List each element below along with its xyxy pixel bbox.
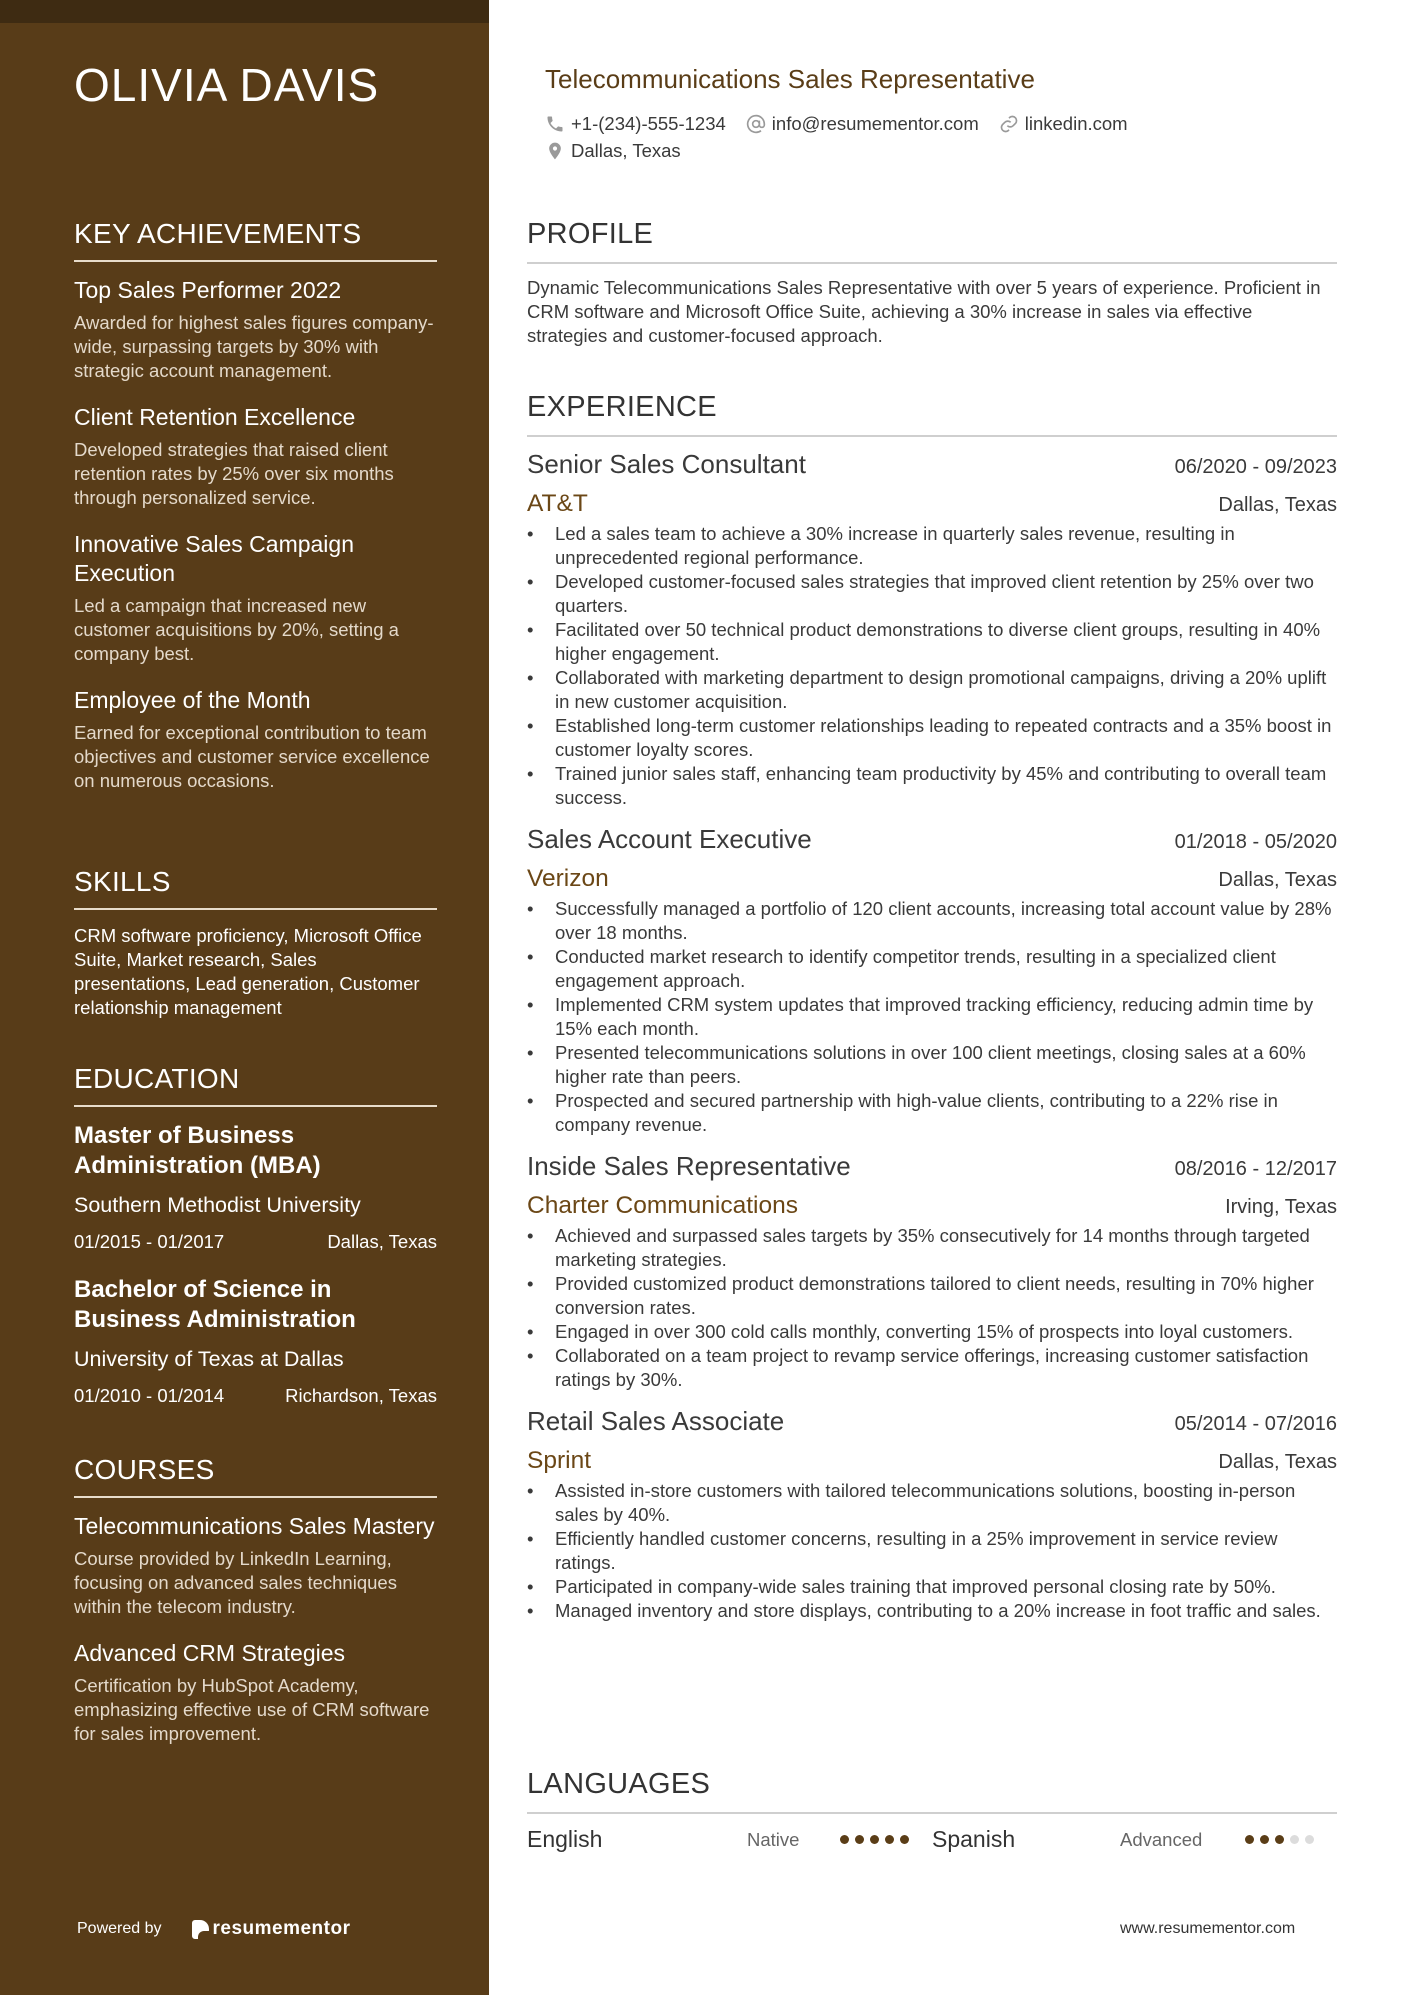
exp-bullets — [527, 522, 1337, 810]
bullet-item: • Established long-term customer relationships leading to repeated contracts and a 35% boost in customer loyalty scores. — [527, 714, 1337, 762]
contact-location — [545, 140, 681, 162]
bullet-item: • Successfully managed a portfolio of 120 client accounts, increasing total account value by 28% over 18 months. — [527, 897, 1337, 945]
exp-role: Retail Sales Associate — [527, 1406, 785, 1436]
profile-heading: PROFILE — [527, 218, 1337, 264]
exp-company: Sprint — [527, 1447, 592, 1474]
brand-logo[interactable] — [192, 1918, 351, 1940]
brand-mark-icon — [192, 1920, 209, 1939]
job-title: Telecommunications Sales Representative — [545, 64, 1035, 94]
skills-list: CRM software proficiency, Microsoft Office Suite, Market research, Sales presentations, Lead generation, Customer relationship management — [74, 925, 422, 1018]
edu-location: Dallas, Texas — [327, 1231, 437, 1252]
dot-filled — [855, 1835, 864, 1844]
email-text: info@resumementor.com — [771, 113, 979, 134]
bullet-item: • Collaborated with marketing department to design promotional campaigns, driving a 20% uplift in new customer acquisition. — [527, 666, 1337, 714]
profile-text: Dynamic Telecommunications Sales Representative with over 5 years of experience. Proficient in CRM software and Microsoft Office Suite, achieving a 30% increase in sales via effective strategies and customer-focused approach. — [527, 277, 1321, 346]
experience-heading: EXPERIENCE — [527, 391, 1337, 437]
achievement-title: Top Sales Performer 2022 — [74, 277, 342, 303]
education-item — [74, 1121, 437, 1253]
course-desc: Course provided by LinkedIn Learning, focusing on advanced sales techniques within the telecom industry. — [74, 1548, 397, 1617]
candidate-name: OLIVIA DAVIS — [74, 59, 380, 111]
sidebar-top-bar — [0, 0, 489, 23]
achievement-title: Innovative Sales Campaign Execution — [74, 531, 354, 586]
achievement-desc: Awarded for highest sales figures company-wide, surpassing targets by 30% with strategic account management. — [74, 312, 434, 381]
achievements-heading: KEY ACHIEVEMENTS — [74, 218, 437, 262]
languages-row — [527, 1826, 1337, 1853]
exp-company: Verizon — [527, 865, 609, 892]
dot-filled — [1275, 1835, 1284, 1844]
proficiency-dots — [1245, 1835, 1314, 1844]
edu-meta — [74, 1385, 437, 1407]
exp-dates: 05/2014 - 07/2016 — [1174, 1413, 1337, 1435]
dot-filled — [870, 1835, 879, 1844]
bullet-item: • Participated in company-wide sales training that improved personal closing rate by 50%. — [527, 1575, 1337, 1599]
exp-sub — [527, 1447, 1337, 1475]
language-name: English — [527, 1826, 603, 1852]
phone-text: +1-(234)-555-1234 — [571, 113, 726, 134]
achievements-section — [74, 218, 437, 813]
experience-item — [527, 824, 1337, 1137]
exp-bullets — [527, 1224, 1337, 1392]
exp-head — [527, 1406, 1337, 1437]
contact-row — [545, 113, 1148, 135]
bullet-item: • Assisted in-store customers with tailored telecommunications solutions, boosting in-person sales by 40%. — [527, 1479, 1337, 1527]
achievement-desc: Led a campaign that increased new customer acquisitions by 20%, setting a company best. — [74, 595, 399, 664]
experience-item — [527, 449, 1337, 810]
sidebar — [0, 0, 489, 1995]
education-heading: EDUCATION — [74, 1063, 437, 1107]
language-level: Advanced — [1120, 1828, 1203, 1850]
dot-filled — [1260, 1835, 1269, 1844]
bullet-item: • Conducted market research to identify competitor trends, resulting in a specialized client engagement approach. — [527, 945, 1337, 993]
exp-sub — [527, 490, 1337, 518]
course-desc: Certification by HubSpot Academy, emphasizing effective use of CRM software for sales improvement. — [74, 1675, 430, 1744]
exp-role: Senior Sales Consultant — [527, 449, 806, 479]
exp-location: Dallas, Texas — [1218, 494, 1337, 516]
exp-bullets — [527, 1479, 1337, 1623]
exp-role: Sales Account Executive — [527, 824, 812, 854]
exp-company: Charter Communications — [527, 1192, 798, 1219]
dot-empty — [1305, 1835, 1314, 1844]
dot-filled — [840, 1835, 849, 1844]
language-item — [932, 1826, 1337, 1853]
education-item — [74, 1275, 437, 1407]
phone-icon — [545, 114, 565, 134]
achievement-desc: Developed strategies that raised client retention rates by 25% over six months through personalized service. — [74, 439, 394, 508]
bullet-item: • Provided customized product demonstrations tailored to client needs, resulting in 70% higher conversion rates. — [527, 1272, 1337, 1320]
languages-section — [527, 1768, 1337, 1853]
bullet-item: • Implemented CRM system updates that improved tracking efficiency, reducing admin time by 15% each month. — [527, 993, 1337, 1041]
edu-degree: Bachelor of Science in Business Administration — [74, 1276, 356, 1333]
location-pin-icon — [545, 141, 565, 161]
contact-row-location — [545, 140, 701, 162]
at-icon — [746, 114, 766, 134]
exp-role: Inside Sales Representative — [527, 1151, 851, 1181]
bullet-item: • Achieved and surpassed sales targets by 35% consecutively for 14 months through targeted marketing strategies. — [527, 1224, 1337, 1272]
exp-head — [527, 1151, 1337, 1182]
powered-by — [77, 1918, 351, 1940]
contact-linkedin[interactable] — [999, 113, 1128, 135]
language-item — [527, 1826, 932, 1853]
bullet-item: • Collaborated on a team project to revamp service offerings, increasing customer satisfaction ratings by 30%. — [527, 1344, 1337, 1392]
experience-item — [527, 1406, 1337, 1623]
edu-dates: 01/2010 - 01/2014 — [74, 1385, 225, 1406]
course-item — [74, 1639, 437, 1746]
bullet-item: • Developed customer-focused sales strategies that improved client retention by 25% over two quarters. — [527, 570, 1337, 618]
languages-heading: LANGUAGES — [527, 1768, 1337, 1814]
bullet-item: • Prospected and secured partnership with high-value clients, contributing to a 22% rise in company revenue. — [527, 1089, 1337, 1137]
location-text: Dallas, Texas — [571, 140, 681, 161]
exp-location: Dallas, Texas — [1218, 869, 1337, 891]
linkedin-text: linkedin.com — [1024, 113, 1128, 134]
edu-location: Richardson, Texas — [285, 1385, 437, 1406]
profile-section — [527, 218, 1337, 348]
exp-location: Irving, Texas — [1225, 1196, 1337, 1218]
edu-degree: Master of Business Administration (MBA) — [74, 1122, 321, 1179]
dot-empty — [1290, 1835, 1299, 1844]
exp-bullets — [527, 897, 1337, 1137]
edu-dates: 01/2015 - 01/2017 — [74, 1231, 225, 1252]
courses-section — [74, 1454, 437, 1766]
brand-name: resumementor — [212, 1918, 351, 1939]
courses-heading: COURSES — [74, 1454, 437, 1498]
achievement-item — [74, 686, 437, 793]
skills-heading: SKILLS — [74, 866, 437, 910]
achievement-desc: Earned for exceptional contribution to team objectives and customer service excellence on numerous occasions. — [74, 722, 430, 791]
language-name: Spanish — [932, 1826, 1016, 1852]
achievement-item — [74, 530, 437, 666]
exp-dates: 01/2018 - 05/2020 — [1174, 831, 1337, 853]
experience-section — [527, 391, 1337, 1637]
proficiency-dots — [840, 1835, 909, 1844]
education-section — [74, 1063, 437, 1429]
bullet-item: • Led a sales team to achieve a 30% increase in quarterly sales revenue, resulting in unprecedented regional performance. — [527, 522, 1337, 570]
exp-head — [527, 449, 1337, 480]
achievement-item — [74, 403, 437, 510]
bullet-item: • Efficiently handled customer concerns, resulting in a 25% improvement in service review ratings. — [527, 1527, 1337, 1575]
edu-meta — [74, 1231, 437, 1253]
bullet-item: • Facilitated over 50 technical product demonstrations to diverse client groups, resulting in 40% higher engagement. — [527, 618, 1337, 666]
achievement-title: Client Retention Excellence — [74, 404, 356, 430]
powered-by-label: Powered by — [77, 1920, 162, 1937]
exp-head — [527, 824, 1337, 855]
bullet-item: • Trained junior sales staff, enhancing team productivity by 45% and contributing to overall team success. — [527, 762, 1337, 810]
dot-filled — [900, 1835, 909, 1844]
skills-section — [74, 866, 437, 1020]
contact-email[interactable] — [746, 113, 979, 135]
exp-dates: 08/2016 - 12/2017 — [1174, 1158, 1337, 1180]
exp-sub — [527, 865, 1337, 893]
bullet-item: • Managed inventory and store displays, contributing to a 20% increase in foot traffic and sales. — [527, 1599, 1337, 1623]
bullet-item: • Presented telecommunications solutions in over 100 client meetings, closing sales at a 60% higher rate than peers. — [527, 1041, 1337, 1089]
dot-filled — [1245, 1835, 1254, 1844]
exp-dates: 06/2020 - 09/2023 — [1174, 456, 1337, 478]
footer-url[interactable]: www.resumementor.com — [1120, 1920, 1296, 1937]
link-icon — [999, 114, 1019, 134]
edu-school: University of Texas at Dallas — [74, 1347, 344, 1371]
exp-location: Dallas, Texas — [1218, 1451, 1337, 1473]
course-title: Advanced CRM Strategies — [74, 1640, 346, 1666]
dot-filled — [885, 1835, 894, 1844]
achievement-title: Employee of the Month — [74, 687, 311, 713]
contact-phone[interactable] — [545, 113, 726, 135]
exp-company: AT&T — [527, 490, 588, 517]
edu-school: Southern Methodist University — [74, 1193, 361, 1217]
bullet-item: • Engaged in over 300 cold calls monthly, converting 15% of prospects into loyal customers. — [527, 1320, 1337, 1344]
language-level: Native — [747, 1828, 800, 1850]
exp-sub — [527, 1192, 1337, 1220]
experience-item — [527, 1151, 1337, 1392]
course-item — [74, 1512, 437, 1619]
course-title: Telecommunications Sales Mastery — [74, 1513, 435, 1539]
achievement-item — [74, 276, 437, 383]
